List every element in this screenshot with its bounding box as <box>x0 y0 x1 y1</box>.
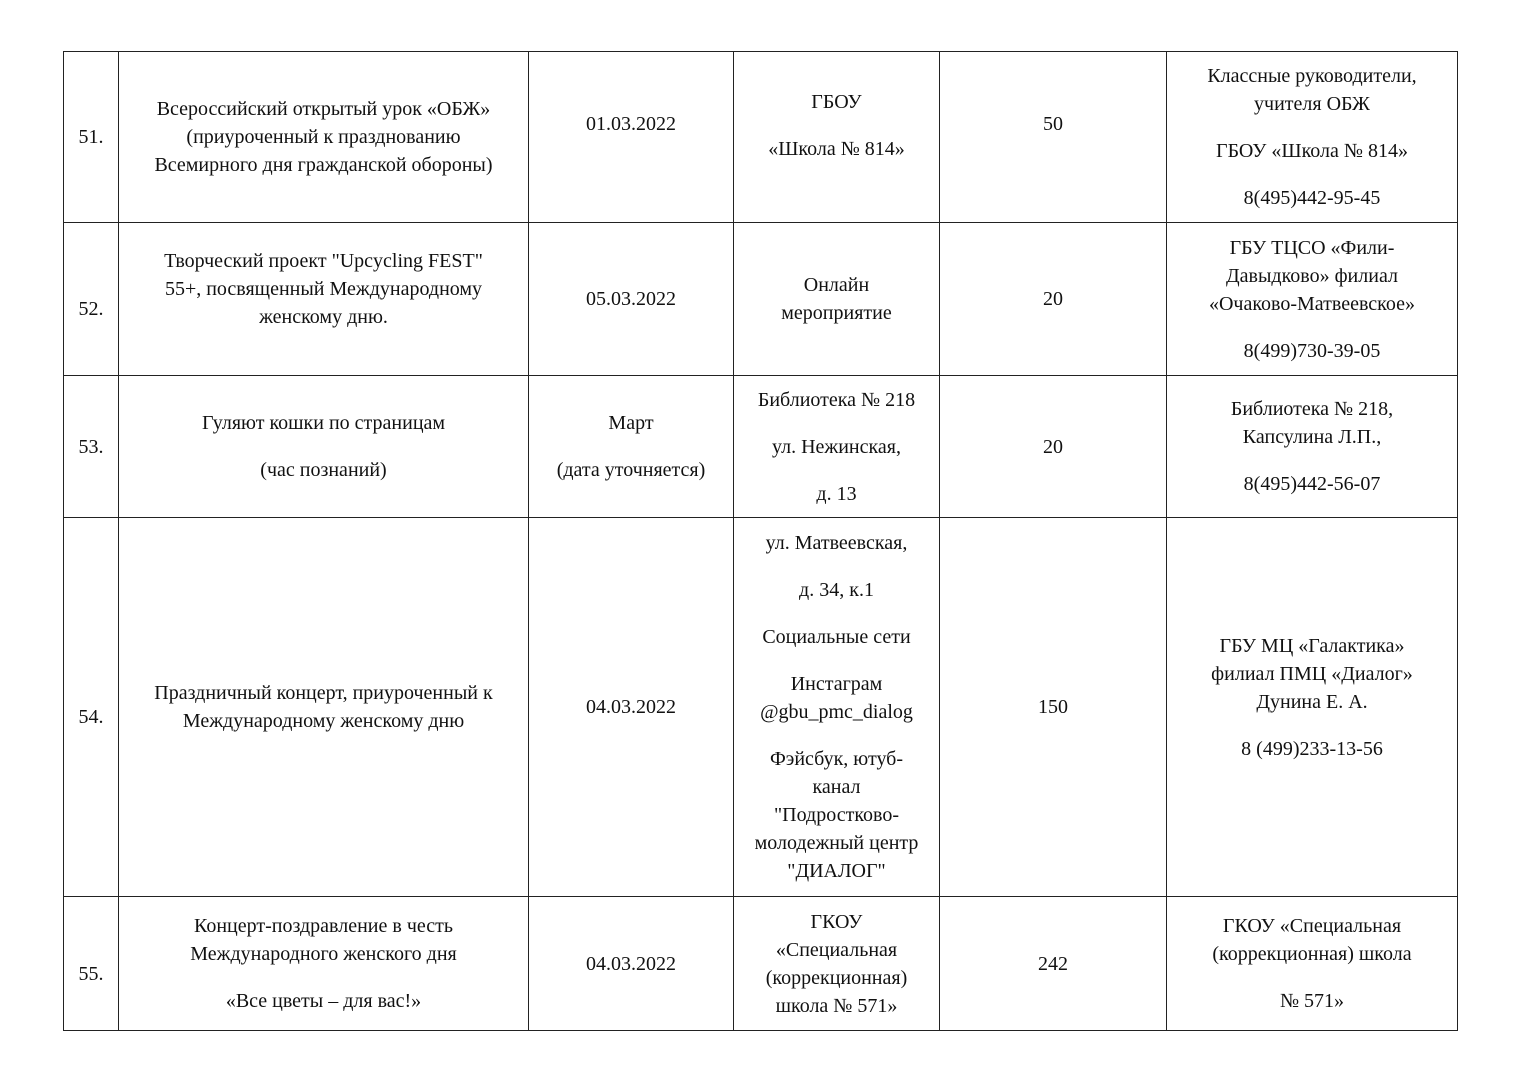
contact-line: ГБУ ТЦСО «Фили- <box>1229 236 1395 259</box>
event-place-line: "Подростково- <box>774 804 899 826</box>
event-place-line: д. 13 <box>816 482 857 505</box>
contact-line: 8(495)442-95-45 <box>1243 187 1381 209</box>
contact-line: ГКОУ «Специальная <box>1222 915 1402 937</box>
event-name-line: женскому дню. <box>259 306 388 328</box>
event-name-line: «Все цветы – для вас!» <box>225 990 422 1012</box>
contact-line: Библиотека № 218, <box>1230 398 1394 420</box>
event-date-cell <box>529 376 734 518</box>
event-place-cell <box>734 897 940 1031</box>
responsible-contact-cell <box>1167 52 1458 223</box>
responsible-contact-cell <box>1167 223 1458 376</box>
contact-line: Капсулина Л.П., <box>1242 426 1382 448</box>
contact-line: (коррекционная) школа <box>1212 943 1412 965</box>
event-place-line: ул. Матвеевская, <box>765 532 908 554</box>
event-place-line: молодежный центр <box>754 832 919 854</box>
event-name-cell <box>119 223 529 376</box>
table-row <box>64 223 1458 376</box>
contact-line: Классные руководители, <box>1207 65 1417 87</box>
event-place-line: @gbu_pmc_dialog <box>760 701 913 723</box>
contact-line: 8(495)442-56-07 <box>1243 473 1381 495</box>
contact-line: ГБУ МЦ «Галактика» <box>1219 634 1405 657</box>
table-row <box>64 897 1458 1031</box>
event-place-cell <box>734 52 940 223</box>
event-place-line: мероприятие <box>781 302 892 324</box>
event-name-cell <box>119 52 529 223</box>
contact-line: учителя ОБЖ <box>1254 93 1370 115</box>
participants-count-cell: 242 <box>940 897 1167 1031</box>
event-date-cell: 05.03.2022 <box>529 223 734 376</box>
table-row <box>64 518 1458 897</box>
event-name-line: (приуроченный к празднованию <box>186 126 461 148</box>
row-number: 51. <box>64 52 119 223</box>
event-date-line: (дата уточняется) <box>556 459 706 481</box>
responsible-contact-cell <box>1167 376 1458 518</box>
event-place-line: школа № 571» <box>775 994 898 1017</box>
participants-count-cell: 50 <box>940 52 1167 223</box>
event-place-cell <box>734 376 940 518</box>
event-place-line: ГБОУ <box>811 91 862 113</box>
row-number: 55. <box>64 897 119 1031</box>
event-date-cell: 01.03.2022 <box>529 52 734 223</box>
contact-line: 8 (499)233-13-56 <box>1241 737 1383 760</box>
event-name-line: Концерт-поздравление в честь <box>194 915 453 937</box>
event-name-line: Творческий проект "Upcycling FEST" <box>164 250 483 272</box>
event-date-line: Март <box>608 412 654 434</box>
contact-line: № 571» <box>1279 990 1345 1012</box>
event-name-line: Международного женского дня <box>190 943 457 965</box>
event-place-line: ул. Нежинская, <box>771 435 901 458</box>
table-row <box>64 376 1458 518</box>
contact-line: Давыдково» филиал <box>1226 264 1398 287</box>
row-number: 54. <box>64 518 119 897</box>
event-name-line: Всемирного дня гражданской обороны) <box>154 154 493 176</box>
event-place-cell <box>734 223 940 376</box>
event-place-line: "ДИАЛОГ" <box>787 860 886 882</box>
event-name-line: Всероссийский открытый урок «ОБЖ» <box>156 98 491 120</box>
event-name-line: Праздничный концерт, приуроченный к <box>154 682 493 704</box>
row-number: 53. <box>64 376 119 518</box>
responsible-contact-cell <box>1167 518 1458 897</box>
participants-count-cell: 20 <box>940 223 1167 376</box>
participants-count-cell: 20 <box>940 376 1167 518</box>
event-name-line: Гуляют кошки по страницам <box>201 412 446 434</box>
contact-line: «Очаково-Матвеевское» <box>1208 292 1416 315</box>
event-place-line: Онлайн <box>803 274 870 296</box>
event-place-line: Социальные сети <box>762 626 911 648</box>
responsible-contact-cell <box>1167 897 1458 1031</box>
event-name-cell <box>119 376 529 518</box>
contact-line: Дунина Е. А. <box>1256 690 1368 713</box>
event-place-line: «Школа № 814» <box>768 138 905 160</box>
contact-line: 8(499)730-39-05 <box>1243 339 1381 362</box>
event-place-line: (коррекционная) <box>765 966 908 989</box>
event-place-line: Фэйсбук, ютуб- <box>769 748 904 770</box>
event-place-line: Библиотека № 218 <box>757 388 916 411</box>
event-place-line: Инстаграм <box>790 673 883 695</box>
contact-line: ГБОУ «Школа № 814» <box>1216 140 1408 162</box>
event-name-line: 55+, посвященный Международному <box>164 278 483 300</box>
table-row <box>64 52 1458 223</box>
event-place-line: «Специальная <box>775 938 898 961</box>
events-table <box>63 51 1458 1031</box>
contact-line: филиал ПМЦ «Диалог» <box>1211 662 1413 685</box>
event-place-line: канал <box>812 776 861 798</box>
event-name-cell <box>119 518 529 897</box>
event-date-cell: 04.03.2022 <box>529 518 734 897</box>
event-name-line: Международному женскому дню <box>182 710 465 732</box>
event-place-cell <box>734 518 940 897</box>
row-number: 52. <box>64 223 119 376</box>
participants-count-cell: 150 <box>940 518 1167 897</box>
event-place-line: ГКОУ <box>810 910 863 933</box>
event-date-cell: 04.03.2022 <box>529 897 734 1031</box>
event-name-line: (час познаний) <box>260 459 387 481</box>
event-name-cell <box>119 897 529 1031</box>
event-place-line: д. 34, к.1 <box>799 579 874 601</box>
